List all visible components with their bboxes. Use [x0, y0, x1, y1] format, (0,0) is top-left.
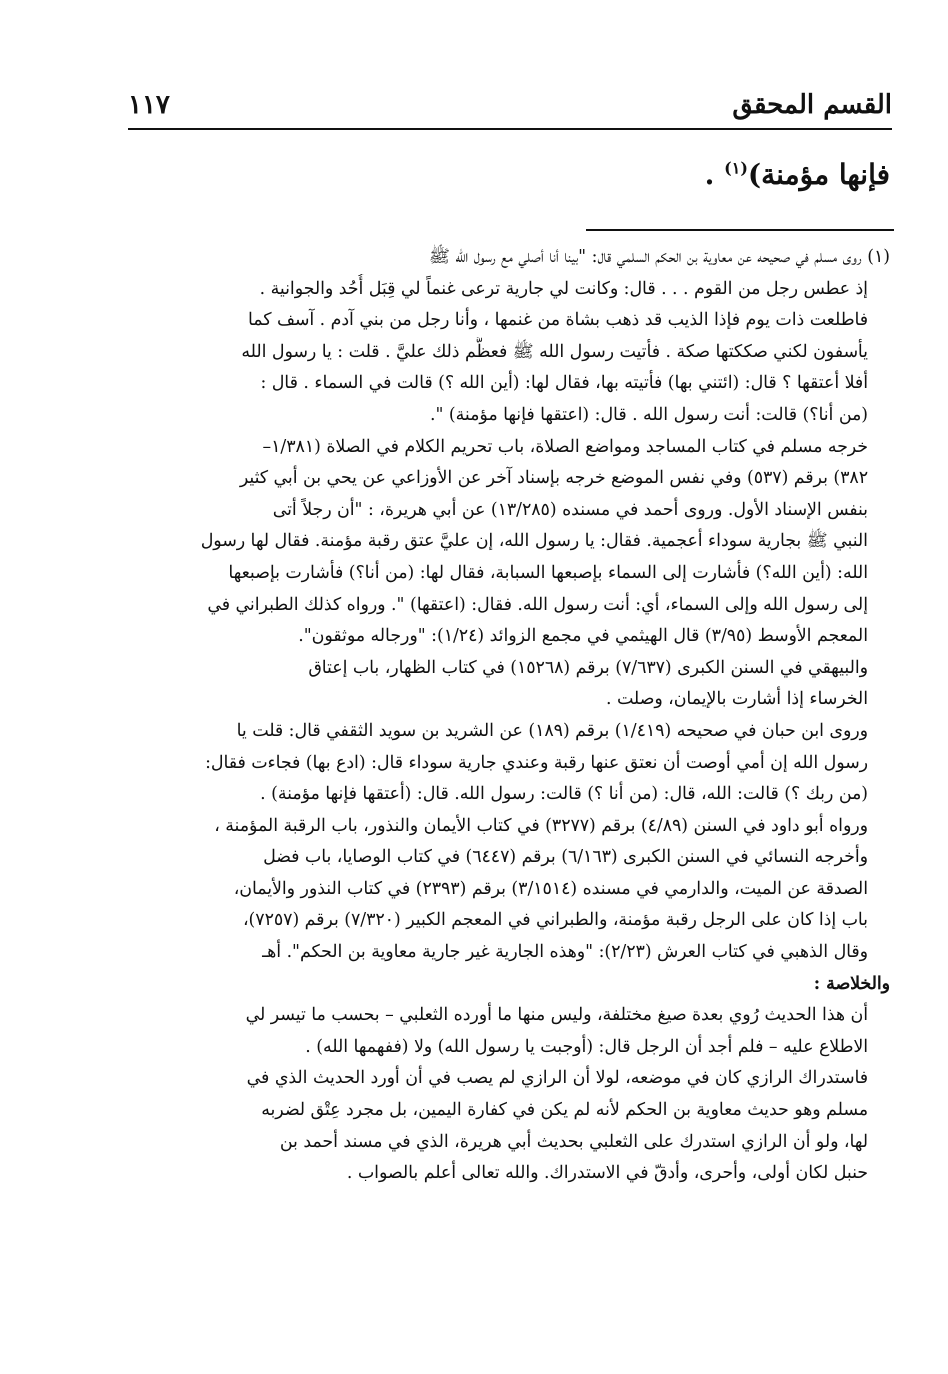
- main-text-line: [705, 158, 890, 191]
- footnote-line: ٣٨٢) برقم (٥٣٧) وفي نفس الموضع خرجه بإسناد آخر عن الأوزاعي عن يحي بن أبي كثير: [239, 468, 868, 489]
- footnote-line: إلى رسول الله وإلى السماء، أي: أنت رسول الله. فقال: (اعتقها) ". ورواه كذلك الطبراني في: [207, 594, 868, 615]
- footnote-line: فاطلعت ذات يوم فإذا الذيب قد ذهب بشاة من غنمها ، وأنا رجل من بني آدم . آسف كما: [248, 310, 868, 331]
- footnote-line: وأخرجه النسائي في السنن الكبرى (٦/١٦٣) برقم (٦٤٤٧) في كتاب الوصايا، باب فضل: [263, 847, 868, 868]
- footnote-line: الصدقة عن الميت، والدارمي في مسنده (٣/١٥١٤) برقم (٢٣٩٣) في كتاب النذور والأيمان،: [233, 878, 868, 899]
- main-text: فإنها مؤمنة): [747, 158, 890, 191]
- footnote-line: وقال الذهبي في كتاب العرش (٢/٢٣): "وهذه الجارية غير جارية معاوية بن الحكم". أهـ: [262, 942, 868, 963]
- section-title: القسم المحقق: [732, 90, 892, 120]
- footnote-line: ورواه أبو داود في السنن (٤/٨٩) برقم (٣٢٧٧) في كتاب الأيمان والنذور، باب الرقبة المؤمنة ،: [214, 815, 868, 836]
- footnote-line: وروى ابن حبان في صحيحه (١/٤١٩) برقم (١٨٩) عن الشريد بن سويد الثقفي قال: قلت يا: [236, 720, 868, 741]
- summary-line: لها، ولو أن الرازي استدرك على الثعلبي بحديث أبي هريرة، الذي في مسند أحمد بن: [279, 1131, 868, 1152]
- summary-heading: والخلاصة :: [813, 973, 890, 994]
- footnote-line: (من أنا؟) قالت: أنت رسول الله . قال: (اعتقها فإنها مؤمنة) ".: [429, 404, 868, 425]
- footnote-line: والبيهقي في السنن الكبرى (٧/٦٣٧) برقم (١٥٢٦٨) في كتاب الظهار، باب إعتاق: [308, 657, 868, 678]
- running-header: [128, 90, 892, 126]
- page-number: ١١٧: [128, 90, 170, 120]
- footnote-line: إذ عطس رجل من القوم . . . قال: وكانت لي جارية ترعى غنماً لي قِبَل أُحُد والجوانية .: [259, 278, 868, 299]
- summary-line: حنبل لكان أولى، وأحرى، وأدقّ في الاستدراك. والله تعالى أعلم بالصواب .: [346, 1163, 868, 1184]
- footnote-line: خرجه مسلم في كتاب المساجد ومواضع الصلاة، باب تحريم الكلام في الصلاة (١/٣٨١–: [262, 436, 868, 457]
- footnote-line: الخرساء إذا أشارت بالإيمان، وصلت .: [605, 689, 868, 710]
- summary-line: أن هذا الحديث رُوي بعدة صيغ مختلفة، وليس منها ما أورده الثعلبي – بحسب ما تيسر لي: [245, 1005, 868, 1026]
- footnote-line: النبي ﷺ بجارية سوداء أعجمية. فقال: يا رسول الله، إن عليَّ عتق رقبة مؤمنة. فقال لها رسول: [200, 531, 868, 552]
- footnote-line: (من ربك ؟) قالت: الله، قال: (من أنا ؟) قالت: رسول الله. قال: (أعتقها فإنها مؤمنة) .: [260, 784, 868, 805]
- footnote-line: المعجم الأوسط (٣/٩٥) قال الهيثمي في مجمع الزوائد (١/٢٤): "ورجاله موثقون".: [298, 626, 868, 647]
- footnote-line: يأسفون لكني صككتها صكة . فأتيت رسول الله ﷺ فعظَّم ذلك عليَّ . قلت : يا رسول الله: [241, 341, 868, 362]
- footnote-line: باب إذا كان على الرجل رقبة مؤمنة، والطبراني في المعجم الكبير (٧/٣٢٠) برقم (٧٢٥٧)،: [242, 910, 868, 931]
- summary-line: الاطلاع عليه – فلم أجد أن الرجل قال: (أوجبت يا رسول الله) ولا (ففهمها الله) .: [305, 1036, 868, 1057]
- footnote-line: أفلا أعتقها ؟ قال: (ائتني بها) فأتيته بها، فقال لها: (أين الله ؟) قالت في السماء . قال :: [260, 373, 868, 394]
- footnote-line: الله: (أين الله؟) فأشارت إلى السماء بإصبعها السبابة، فقال لها: (من أنا؟) فأشارت بإصبعها: [228, 562, 868, 583]
- header-rule: [128, 128, 892, 130]
- footnote-block: [94, 242, 890, 1190]
- summary-line: فاستدراك الرازي كان في موضعه، لولا أن الرازي لم يصب في أن أورد الحديث الذي في: [246, 1068, 868, 1089]
- footnote-reference: (١): [724, 158, 748, 178]
- footnote-line: رسول الله إن أمي أوصت أن نعتق عنها رقبة وعندي جارية سوداء قال: (ادع بها) فجاءت فقال:: [205, 752, 868, 773]
- main-text-period: .: [704, 158, 725, 191]
- summary-line: مسلم وهو حديث معاوية بن الحكم لأنه لم يكن في كفارة اليمين، بل مجرد عِتْق لضربه: [261, 1100, 868, 1121]
- footnote-line: (١) روى مسلم في صحيحه عن معاوية بن الحكم السلمي قال: "بينا أنا أصلي مع رسول الله ﷺ: [429, 247, 890, 267]
- footnote-line: بنفس الإسناد الأول. وروى أحمد في مسنده (١٣/٢٨٥) عن أبي هريرة، : "أن رجلاً أتى: [272, 499, 868, 520]
- footnote-separator: [586, 229, 894, 231]
